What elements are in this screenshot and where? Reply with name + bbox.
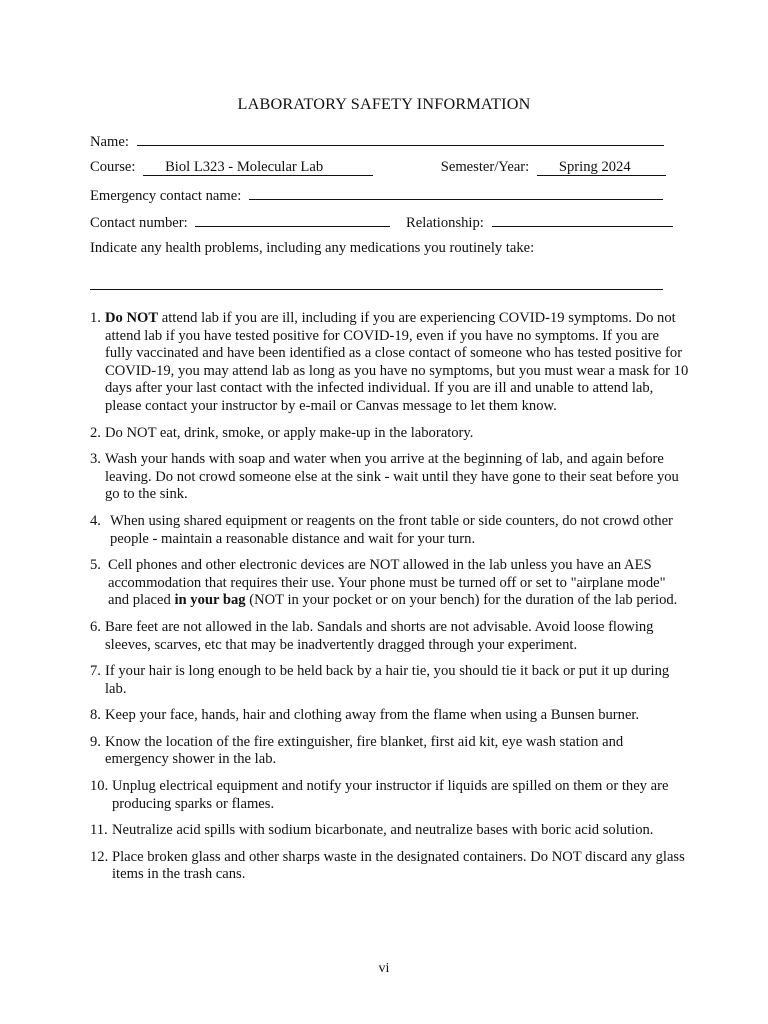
- rule-item: [90, 557, 690, 610]
- rule-number: 12.: [90, 848, 109, 865]
- safety-rules-list: [90, 310, 690, 893]
- course-value: Biol L323 - Molecular Lab: [165, 159, 324, 175]
- rule-item: [90, 310, 690, 416]
- rule-number: 1.: [90, 310, 101, 326]
- rule-text: Keep your face, hands, hair and clothing away from the flame when using a Bunsen burner.: [105, 707, 640, 724]
- semester-field[interactable]: [537, 160, 666, 176]
- rule-number: 3.: [90, 451, 101, 468]
- rule-text: (NOT in your pocket or on your bench) for the duration of the lab period.: [245, 592, 678, 609]
- rule-item: [90, 822, 690, 840]
- page-number: vi: [378, 961, 390, 976]
- rule-bold-text: Do NOT: [105, 310, 159, 326]
- rule-text: Wash your hands with soap and water when you arrive at the beginning of lab, and again before leaving. Do not crowd someone else at the sink - wait until they have gone to their seat before you go to the sink.: [105, 451, 679, 503]
- name-field[interactable]: [137, 131, 664, 146]
- course-row: [90, 158, 666, 176]
- rule-text: When using shared equipment or reagents on the front table or side counters, do not crowd other people - maintain a reasonable distance and wait for your turn.: [110, 512, 673, 547]
- rule-text: Bare feet are not allowed in the lab. Sandals and shorts are not advisable. Avoid loose flowing sleeves, scarves, etc that may be inadvertently dragged through your experiment.: [105, 618, 654, 653]
- rule-text: Neutralize acid spills with sodium bicarbonate, and neutralize bases with boric acid solution.: [112, 822, 654, 839]
- rule-number: 8.: [90, 707, 101, 724]
- name-label: Name:: [90, 134, 129, 150]
- rule-item: [90, 734, 690, 769]
- rule-item: [90, 778, 690, 813]
- rule-text: Know the location of the fire extinguisher, fire blanket, first aid kit, eye wash station and emergency shower in the lab.: [105, 733, 624, 768]
- rule-item: [90, 849, 690, 884]
- rule-number: 5.: [90, 557, 101, 574]
- emergency-contact-field[interactable]: [249, 185, 663, 200]
- course-field[interactable]: [143, 160, 373, 176]
- rule-number: 9.: [90, 733, 101, 750]
- rule-item: [90, 663, 690, 698]
- rule-text: Place broken glass and other sharps waste in the designated containers. Do NOT discard any glass items in the trash cans.: [112, 848, 685, 883]
- relationship-label: Relationship:: [406, 215, 484, 231]
- rule-item: [90, 513, 690, 548]
- semester-label: Semester/Year:: [440, 159, 530, 175]
- emergency-contact-row: [90, 185, 663, 205]
- semester-value: Spring 2024: [558, 159, 631, 175]
- course-label: Course:: [90, 159, 136, 175]
- contact-number-label: Contact number:: [90, 215, 188, 231]
- relationship-field[interactable]: [492, 212, 673, 227]
- contact-number-field[interactable]: [195, 212, 390, 227]
- rule-number: 4.: [90, 512, 101, 529]
- rule-text: Do NOT eat, drink, smoke, or apply make-up in the laboratory.: [105, 424, 474, 441]
- rule-text: Cell phones and other electronic devices are NOT allowed in the lab unless you have an AES accommodation that requires their use. Your phone must be turned off or set to "airplane mode" and placed: [108, 557, 666, 609]
- rule-item: [90, 619, 690, 654]
- rule-bold-text: in your bag: [174, 592, 246, 609]
- health-prompt: Indicate any health problems, including any medications you routinely take:: [90, 240, 535, 256]
- health-answer-line[interactable]: [90, 289, 663, 290]
- rule-text: If your hair is long enough to be held back by a hair tie, you should tie it back or put it up during lab.: [105, 663, 670, 697]
- rule-number: 11.: [90, 822, 108, 839]
- page-title: LABORATORY SAFETY INFORMATION: [237, 95, 531, 113]
- rule-number: 6.: [90, 618, 101, 635]
- rule-text: Unplug electrical equipment and notify your instructor if liquids are spilled on them or they are producing sparks or flames.: [112, 778, 669, 812]
- rule-item: [90, 451, 690, 504]
- rule-text: attend lab if you are ill, including if you are experiencing COVID-19 symptoms. Do not attend lab if you have tested positive for COVID-19, even if you have no symptoms. If you are fully vaccinated and have been identified as a close contact of someone who has tested positive for COVID-19, you may attend lab as long as you have no symptoms, but you must wear a mask for 10 days after your last contact with the infected individual. If you are ill and unable to attend lab, please contact your instructor by e-mail or Canvas message to let them know.: [105, 310, 689, 414]
- emergency-contact-label: Emergency contact name:: [90, 188, 242, 204]
- rule-item: [90, 425, 690, 443]
- rule-number: 7.: [90, 663, 101, 680]
- rule-number: 2.: [90, 424, 101, 441]
- rule-item: [90, 707, 690, 725]
- name-row: [90, 131, 664, 151]
- rule-number: 10.: [90, 778, 109, 795]
- contact-row: [90, 212, 673, 232]
